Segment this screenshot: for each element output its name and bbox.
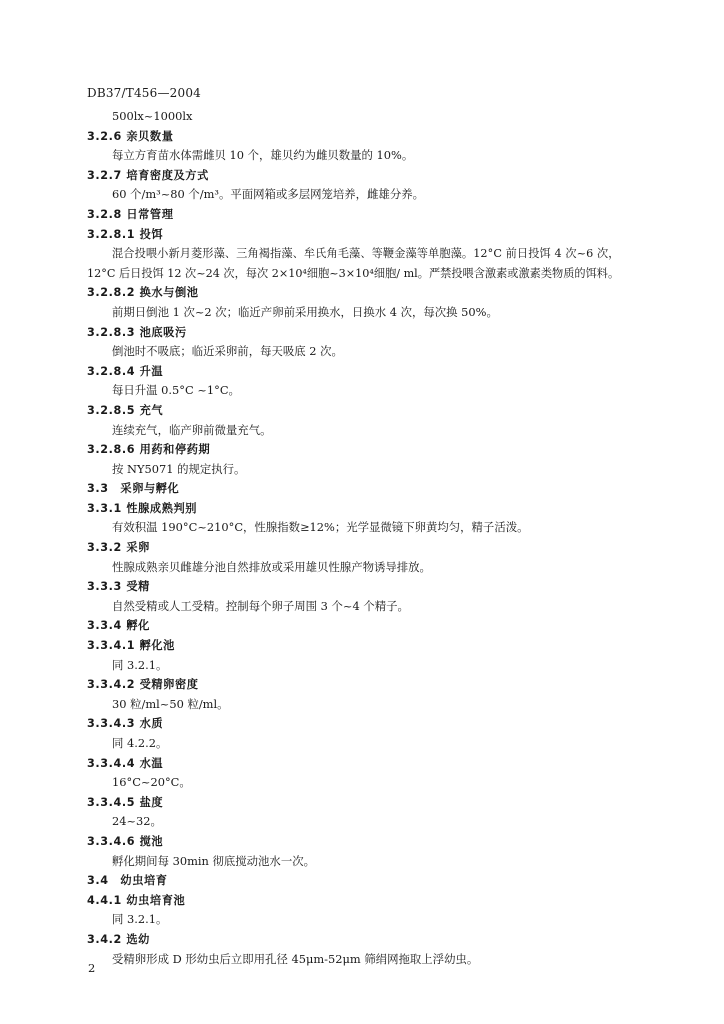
paragraph-line: 混合投喂小新月菱形藻、三角褐指藻、牟氏角毛藻、等鞭金藻等单胞藻。12°C 前日投饵 4 次~6 次，	[112, 247, 620, 261]
paragraph-line: 倒池时不吸底；临近采卵前，每天吸底 2 次。	[112, 344, 343, 359]
section-heading: 3.3.4.2 受精卵密度	[87, 678, 199, 692]
section-heading: 3.2.7 培育密度及方式	[87, 168, 209, 182]
section-heading: 3.2.8.4 升温	[87, 364, 164, 378]
section-heading: 3.3.4.3 水质	[87, 717, 164, 731]
paragraph-line: 受精卵形成 D 形幼虫后立即用孔径 45μm-52μm 筛绢网拖取上浮幼虫。	[112, 951, 479, 966]
section-heading: 3.3.4.6 搅池	[87, 834, 164, 848]
section-heading: 3.3.1 性腺成熟判别	[87, 501, 198, 515]
paragraph-line: 60 个/m³~80 个/m³。平面网箱或多层网笼培养，雌雄分养。	[112, 187, 424, 202]
section-heading: 3.4 幼虫培育	[87, 874, 168, 888]
section-heading: 3.3.2 采卵	[87, 541, 150, 555]
paragraph-line: 性腺成熟亲贝雌雄分池自然排放或采用雄贝性腺产物诱导排放。	[112, 559, 431, 574]
paragraph-line: 有效积温 190°C~210°C，性腺指数≥12%；光学显微镜下卵黄均匀，精子活泼。	[112, 520, 529, 535]
paragraph-line: 每立方育苗水体需雌贝 10 个，雄贝约为雌贝数量的 10%。	[112, 148, 414, 163]
paragraph-line: 连续充气，临产卵前微量充气。	[112, 422, 272, 437]
section-heading: 3.4.2 选幼	[87, 932, 150, 946]
paragraph-line: 30 粒/ml~50 粒/ml。	[112, 696, 229, 711]
section-heading: 3.3.4 孵化	[87, 619, 150, 633]
paragraph-line: 12°C 后日投饵 12 次~24 次，每次 2×10⁴细胞~3×10⁴细胞/ ml。严禁投喂含激素或激素类物质的饵料。	[87, 266, 620, 280]
section-heading: 3.2.8.5 充气	[87, 403, 164, 417]
section-heading: 3.3.4.1 孵化池	[87, 639, 175, 653]
section-heading: 3.3 采卵与孵化	[87, 482, 180, 496]
paragraph-line: 按 NY5071 的规定执行。	[112, 461, 246, 476]
paragraph-line: 同 3.2.1。	[112, 657, 168, 672]
section-heading: 3.2.8.3 池底吸污	[87, 325, 187, 339]
section-heading: 3.3.4.4 水温	[87, 756, 164, 770]
section-heading: 3.3.4.5 盐度	[87, 795, 164, 809]
section-heading: 3.2.8.6 用药和停药期	[87, 443, 211, 457]
paragraph-line: 孵化期间每 30min 彻底搅动池水一次。	[112, 853, 315, 868]
paragraph-line: 同 4.2.2。	[112, 736, 168, 750]
paragraph-line: 500lx~1000lx	[112, 109, 193, 123]
section-heading: 3.3.3 受精	[87, 580, 150, 594]
section-heading: 3.2.8 日常管理	[87, 207, 174, 221]
section-heading: 3.2.8.2 换水与倒池	[87, 286, 199, 300]
section-heading: 3.2.6 亲贝数量	[87, 129, 174, 143]
page-number: 2	[88, 961, 96, 975]
paragraph-line: 24~32。	[112, 814, 162, 829]
paragraph-line: 前期日倒池 1 次~2 次；临近产卵前采用换水，日换水 4 次，每次换 50%。	[112, 304, 498, 319]
section-heading: 3.2.8.1 投饵	[87, 227, 164, 241]
paragraph-line: 自然受精或人工受精。控制每个卵子周围 3 个~4 个精子。	[112, 598, 409, 613]
paragraph-line: 16°C~20°C。	[112, 775, 191, 790]
document-header: DB37/T456—2004	[87, 86, 201, 100]
paragraph-line: 每日升温 0.5°C ~1°C。	[112, 383, 240, 398]
paragraph-line: 同 3.2.1。	[112, 912, 168, 927]
section-heading: 4.4.1 幼虫培育池	[87, 893, 186, 907]
document-body	[0, 107, 724, 969]
